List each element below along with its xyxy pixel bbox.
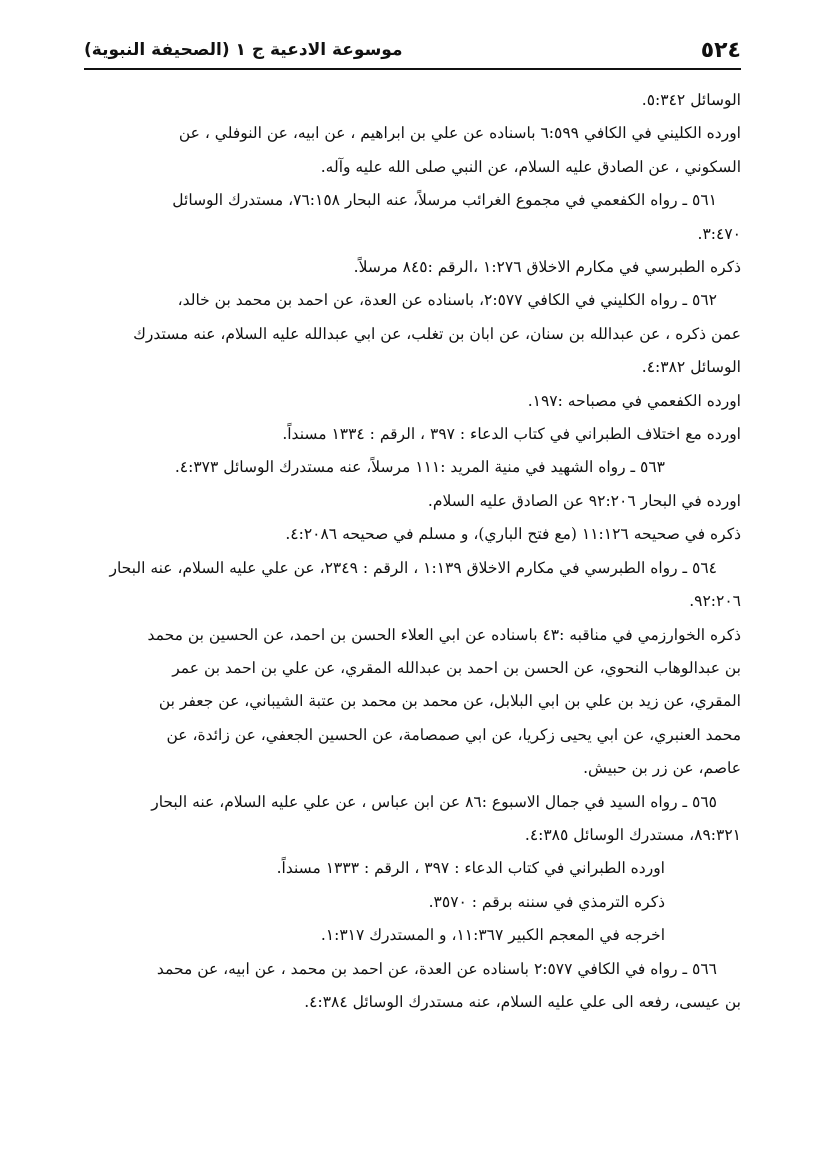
text-line: بن عيسى، رفعه الى علي عليه السلام، عنه مستدرك الوسائل ٤:٣٨٤. bbox=[304, 992, 741, 1011]
text-line: ٩٢:٢٠٦. bbox=[689, 592, 741, 611]
text-line: ٥٦٥ ـ رواه السيد في جمال الاسبوع :٨٦ عن ابن عباس ، عن علي عليه السلام، عنه البحار bbox=[151, 792, 717, 811]
text-line: محمد العنبري، عن ابي يحيى زكريا، عن ابي صمصامة، عن الحسين الجعفي، عن زائدة، عن bbox=[166, 725, 741, 744]
text-line: ٥٦٤ ـ رواه الطبرسي في مكارم الاخلاق ١:١٣٩ ، الرقم : ٢٣٤٩، عن علي عليه السلام، عنه البحار bbox=[109, 558, 717, 577]
text-line: الوسائل ٥:٣٤٢. bbox=[641, 91, 741, 109]
text-line: ذكره الخوارزمي في مناقبه :٤٣ باسناده عن ابي العلاء الحسن بن احمد، عن الحسين بن محمد bbox=[147, 625, 741, 644]
text-line: ٥٦٦ ـ رواه في الكافي ٢:٥٧٧ باسناده عن العدة، عن احمد بن محمد ، عن ابيه، عن محمد bbox=[156, 959, 717, 978]
text-line: اورده الكفعمي في مصباحه :١٩٧. bbox=[527, 391, 741, 410]
text-line: السكوني ، عن الصادق عليه السلام، عن النبي صلى الله عليه وآله. bbox=[320, 157, 741, 176]
footnotes-body bbox=[84, 84, 741, 1019]
text-line: اورده الطبراني في كتاب الدعاء : ٣٩٧ ، الرقم : ١٣٣٣ مسنداً. bbox=[276, 859, 665, 878]
text-line: عمن ذكره ، عن عبدالله بن سنان، عن ابان بن تغلب، عن ابي عبدالله عليه السلام، عنه مستدرك bbox=[133, 324, 741, 343]
text-line: ٥٦١ ـ رواه الكفعمي في مجموع الغرائب مرسلاً، عنه البحار ٧٦:١٥٨، مستدرك الوسائل bbox=[172, 191, 717, 210]
text-line: اورده الكليني في الكافي ٦:٥٩٩ باسناده عن علي بن ابراهيم ، عن ابيه، عن النوفلي ، عن bbox=[178, 124, 741, 143]
text-line: اخرجه في المعجم الكبير ١١:٣٦٧، و المستدرك ١:٣١٧. bbox=[320, 926, 665, 945]
page-header bbox=[84, 32, 741, 70]
text-line: اورده مع اختلاف الطبراني في كتاب الدعاء : ٣٩٧ ، الرقم : ١٣٣٤ مسنداً. bbox=[282, 425, 741, 444]
text-line: عاصم، عن زر بن حبيش. bbox=[583, 759, 741, 778]
page-number: ٥٢٤ bbox=[700, 37, 741, 63]
text-line: ٥٦٢ ـ رواه الكليني في الكافي ٢:٥٧٧، باسناده عن العدة، عن احمد بن محمد بن خالد، bbox=[177, 291, 717, 310]
text-line: ٥٦٣ ـ رواه الشهيد في منية المريد :١١١ مرسلاً، عنه مستدرك الوسائل ٤:٣٧٣. bbox=[174, 458, 665, 477]
text-line: ٣:٤٧٠. bbox=[697, 224, 741, 243]
text-line: بن عبدالوهاب النحوي، عن الحسن بن احمد بن عبدالله المقري، عن علي بن احمد بن عمر bbox=[172, 658, 741, 677]
text-line: ذكره الطبرسي في مكارم الاخلاق ١:٢٧٦ ،الرقم :٨٤٥ مرسلاً. bbox=[353, 258, 741, 277]
book-title: موسوعة الادعية ج ١ (الصحيفة النبوية) bbox=[84, 40, 403, 60]
text-line: ٨٩:٣٢١، مستدرك الوسائل ٤:٣٨٥. bbox=[524, 825, 741, 844]
text-line: ذكره الترمذي في سننه برقم : ٣٥٧٠. bbox=[428, 892, 665, 911]
text-line: الوسائل ٤:٣٨٢. bbox=[641, 358, 741, 377]
text-line: اورده في البحار ٩٢:٢٠٦ عن الصادق عليه السلام. bbox=[427, 491, 741, 510]
text-line: المقري، عن زيد بن علي بن ابي البلابل، عن محمد بن محمد بن عتبة الشيباني، عن جعفر بن bbox=[158, 692, 741, 711]
text-line: ذكره في صحيحه ١١:١٢٦ (مع فتح الباري)، و مسلم في صحيحه ٤:٢٠٨٦. bbox=[285, 525, 741, 544]
